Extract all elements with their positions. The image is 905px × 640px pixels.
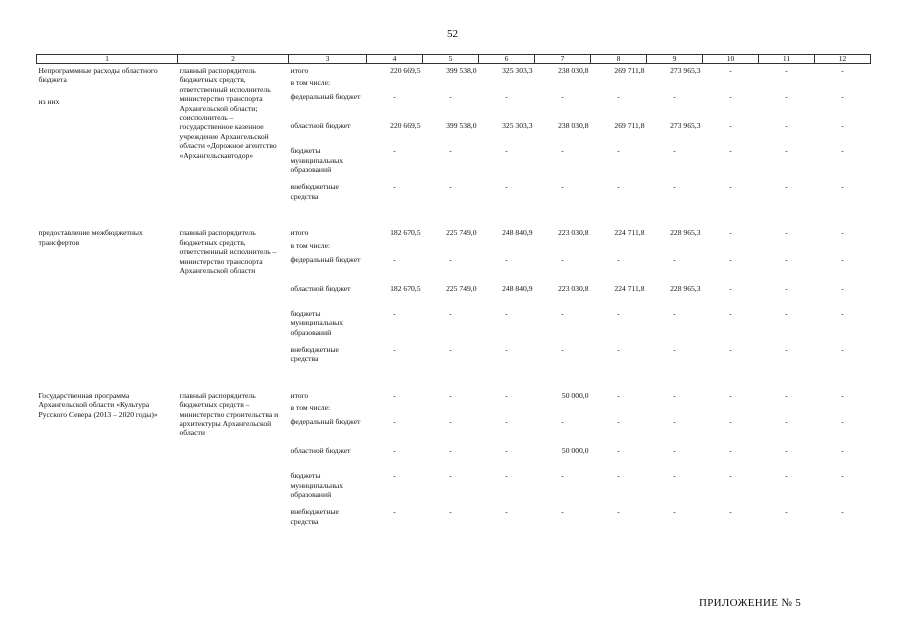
amount-cell: 223 030,8: [558, 228, 589, 238]
amount-cell: -: [785, 390, 788, 400]
amount-cell: -: [841, 182, 844, 192]
column-number-header: 12: [815, 55, 871, 64]
amount-cell: -: [393, 390, 396, 400]
amount-cell: -: [449, 254, 452, 264]
amount-cell: -: [729, 446, 732, 456]
amount-cell: -: [505, 344, 508, 354]
amount-cell: -: [561, 471, 564, 481]
amount-cell: -: [561, 92, 564, 102]
amount-cell: 248 840,9: [502, 283, 533, 293]
amount-cell: -: [729, 283, 732, 293]
amount-cell: -: [729, 344, 732, 354]
amount-cell: -: [841, 66, 844, 75]
amount-cell: -: [617, 390, 620, 400]
column-number-header: 10: [703, 55, 759, 64]
column-number-header: 11: [759, 55, 815, 64]
amount-cell: -: [785, 254, 788, 264]
funding-source-label: бюджеты муниципальных образований: [290, 146, 344, 175]
amount-cell: -: [561, 507, 564, 517]
amount-cell: -: [785, 146, 788, 156]
amount-cell: -: [673, 417, 676, 427]
amount-cell: -: [729, 228, 732, 238]
empty-cell: [423, 75, 479, 92]
page-number: 52: [447, 28, 458, 40]
amount-cell: -: [617, 507, 620, 517]
column-number-header: 1: [37, 55, 178, 64]
amount-cell: -: [393, 446, 396, 456]
amount-cell: 325 303,3: [502, 121, 533, 131]
amount-cell: 269 711,8: [614, 121, 645, 131]
amount-cell: -: [841, 228, 844, 238]
empty-cell: [815, 400, 871, 417]
amount-cell: -: [729, 121, 732, 131]
amount-cell: -: [505, 182, 508, 192]
amount-cell: -: [617, 146, 620, 156]
amount-cell: -: [729, 417, 732, 427]
amount-cell: 399 538,0: [446, 121, 477, 131]
table-row: [37, 226, 871, 237]
amount-cell: -: [449, 471, 452, 481]
funding-source-label: федеральный бюджет: [290, 254, 361, 264]
amount-cell: -: [393, 92, 396, 102]
amount-cell: -: [729, 182, 732, 192]
amount-cell: -: [729, 507, 732, 517]
amount-cell: 50 000,0: [561, 390, 589, 400]
funding-source-label: областной бюджет: [290, 283, 351, 293]
empty-cell: [479, 75, 535, 92]
amount-cell: 225 749,0: [446, 283, 477, 293]
amount-cell: -: [561, 254, 564, 264]
amount-cell: 248 840,9: [502, 228, 533, 238]
amount-cell: 325 303,3: [502, 66, 533, 75]
responsible-executor: главный распорядитель бюджетных средств, ответственный исполнитель министерство транспорта Архангельской области; соисполнитель – государственное казенное учреждение Архангельской области «Дорожное агентство «Архангельскавтодор»: [179, 66, 277, 160]
amount-cell: -: [561, 308, 564, 318]
amount-cell: -: [449, 92, 452, 102]
amount-cell: -: [673, 344, 676, 354]
appendix-label: ПРИЛОЖЕНИЕ № 5: [698, 597, 801, 609]
funding-source-label: федеральный бюджет: [290, 417, 361, 427]
program-name: [37, 226, 178, 369]
amount-cell: -: [729, 92, 732, 102]
funding-source-label: в том числе:: [290, 403, 331, 413]
empty-cell: [591, 400, 647, 417]
amount-cell: 273 965,3: [670, 121, 701, 131]
amount-cell: -: [785, 471, 788, 481]
funding-source-label: итого: [290, 228, 309, 238]
amount-cell: -: [729, 66, 732, 75]
amount-cell: -: [449, 308, 452, 318]
amount-cell: -: [841, 283, 844, 293]
amount-cell: -: [841, 471, 844, 481]
amount-cell: -: [729, 471, 732, 481]
amount-cell: -: [673, 182, 676, 192]
amount-cell: -: [673, 146, 676, 156]
program-name-line: Государственная программа Архангельской области «Культура Русского Севера (2013 – 2020 годы)»: [38, 390, 158, 419]
amount-cell: -: [617, 471, 620, 481]
program-name: [37, 389, 178, 532]
program-name-line: из них: [38, 96, 60, 106]
amount-cell: -: [617, 254, 620, 264]
amount-cell: 228 965,3: [670, 228, 701, 238]
empty-cell: [647, 400, 703, 417]
funding-source-label: в том числе:: [290, 78, 331, 88]
section-spacer: [37, 370, 871, 389]
program-name-line: Непрограммные расходы областного бюджета: [38, 66, 158, 85]
column-number-header: 5: [423, 55, 479, 64]
amount-cell: -: [729, 390, 732, 400]
amount-cell: -: [449, 146, 452, 156]
amount-cell: 50 000,0: [561, 446, 589, 456]
column-number-row: [37, 55, 871, 64]
program-name: [37, 64, 178, 208]
amount-cell: -: [785, 283, 788, 293]
funding-source-label: итого: [290, 66, 309, 75]
table-row: [37, 64, 871, 76]
empty-cell: [367, 238, 423, 255]
amount-cell: -: [673, 254, 676, 264]
amount-cell: -: [785, 417, 788, 427]
column-number-header: 7: [535, 55, 591, 64]
column-number-header: 6: [479, 55, 535, 64]
empty-cell: [479, 238, 535, 255]
amount-cell: -: [729, 254, 732, 264]
empty-cell: [423, 400, 479, 417]
amount-cell: 225 749,0: [446, 228, 477, 238]
amount-cell: -: [393, 182, 396, 192]
amount-cell: -: [673, 92, 676, 102]
amount-cell: -: [505, 507, 508, 517]
amount-cell: -: [841, 507, 844, 517]
amount-cell: -: [785, 228, 788, 238]
funding-source-label: бюджеты муниципальных образований: [290, 308, 344, 337]
amount-cell: -: [449, 390, 452, 400]
amount-cell: -: [841, 390, 844, 400]
amount-cell: -: [841, 92, 844, 102]
column-number-header: 2: [178, 55, 289, 64]
amount-cell: -: [673, 446, 676, 456]
empty-cell: [591, 238, 647, 255]
amount-cell: -: [785, 446, 788, 456]
empty-cell: [591, 75, 647, 92]
amount-cell: -: [505, 254, 508, 264]
amount-cell: 182 670,5: [390, 283, 421, 293]
table-row: [37, 389, 871, 400]
amount-cell: -: [505, 417, 508, 427]
program-name-line: предоставление межбюджетных трансфертов: [38, 228, 143, 247]
empty-cell: [815, 238, 871, 255]
amount-cell: -: [785, 308, 788, 318]
empty-cell: [703, 238, 759, 255]
amount-cell: 224 711,8: [614, 283, 645, 293]
amount-cell: -: [673, 471, 676, 481]
responsible-executor: главный распорядитель бюджетных средств – министерство строительства и архитектуры Архангельской области: [179, 390, 279, 438]
empty-cell: [703, 400, 759, 417]
column-number-header: 3: [289, 55, 367, 64]
amount-cell: -: [393, 344, 396, 354]
funding-source-label: итого: [290, 390, 309, 400]
amount-cell: -: [393, 507, 396, 517]
amount-cell: -: [841, 417, 844, 427]
amount-cell: -: [449, 344, 452, 354]
empty-cell: [759, 400, 815, 417]
amount-cell: -: [617, 417, 620, 427]
amount-cell: -: [785, 121, 788, 131]
funding-source-label: внебюджетные средства: [290, 507, 339, 526]
empty-cell: [423, 238, 479, 255]
amount-cell: -: [785, 66, 788, 75]
amount-cell: 399 538,0: [446, 66, 477, 75]
amount-cell: -: [841, 121, 844, 131]
empty-cell: [535, 238, 591, 255]
amount-cell: -: [617, 182, 620, 192]
funding-source-label: внебюджетные средства: [290, 344, 339, 364]
amount-cell: -: [841, 146, 844, 156]
section-spacer: [37, 207, 871, 226]
amount-cell: -: [505, 390, 508, 400]
column-number-header: 4: [367, 55, 423, 64]
amount-cell: -: [785, 92, 788, 102]
amount-cell: -: [617, 308, 620, 318]
amount-cell: 224 711,8: [614, 228, 645, 238]
amount-cell: -: [841, 308, 844, 318]
responsible-executor: главный распорядитель бюджетных средств, ответственный исполнитель – министерство транспорта Архангельской области: [179, 228, 277, 276]
empty-cell: [703, 75, 759, 92]
amount-cell: -: [393, 254, 396, 264]
amount-cell: -: [785, 182, 788, 192]
empty-cell: [535, 400, 591, 417]
amount-cell: -: [505, 446, 508, 456]
funding-source-label: областной бюджет: [290, 121, 351, 131]
empty-cell: [759, 238, 815, 255]
amount-cell: -: [617, 92, 620, 102]
amount-cell: -: [673, 390, 676, 400]
amount-cell: 220 669,5: [390, 66, 421, 75]
amount-cell: -: [841, 344, 844, 354]
empty-cell: [647, 75, 703, 92]
amount-cell: -: [449, 182, 452, 192]
amount-cell: -: [673, 308, 676, 318]
amount-cell: 220 669,5: [390, 121, 421, 131]
amount-cell: 238 030,8: [558, 121, 589, 131]
amount-cell: -: [729, 308, 732, 318]
amount-cell: -: [841, 446, 844, 456]
empty-cell: [815, 75, 871, 92]
amount-cell: -: [617, 344, 620, 354]
budget-table: [36, 54, 871, 532]
amount-cell: 182 670,5: [390, 228, 421, 238]
amount-cell: -: [393, 146, 396, 156]
empty-cell: [479, 400, 535, 417]
amount-cell: -: [505, 92, 508, 102]
amount-cell: 223 030,8: [558, 283, 589, 293]
amount-cell: -: [841, 254, 844, 264]
empty-cell: [647, 238, 703, 255]
amount-cell: -: [393, 471, 396, 481]
amount-cell: 238 030,8: [558, 66, 589, 75]
amount-cell: -: [561, 146, 564, 156]
amount-cell: -: [449, 417, 452, 427]
empty-cell: [535, 75, 591, 92]
amount-cell: -: [505, 471, 508, 481]
funding-source-label: в том числе:: [290, 240, 331, 250]
amount-cell: 273 965,3: [670, 66, 701, 75]
column-number-header: 9: [647, 55, 703, 64]
amount-cell: -: [785, 344, 788, 354]
amount-cell: -: [673, 507, 676, 517]
empty-cell: [367, 400, 423, 417]
amount-cell: -: [561, 417, 564, 427]
amount-cell: -: [393, 308, 396, 318]
funding-source-label: бюджеты муниципальных образований: [290, 471, 344, 500]
amount-cell: 228 965,3: [670, 283, 701, 293]
amount-cell: 269 711,8: [614, 66, 645, 75]
amount-cell: -: [449, 507, 452, 517]
amount-cell: -: [785, 507, 788, 517]
empty-cell: [367, 75, 423, 92]
amount-cell: -: [561, 344, 564, 354]
amount-cell: -: [505, 146, 508, 156]
amount-cell: -: [561, 182, 564, 192]
funding-source-label: федеральный бюджет: [290, 92, 361, 102]
empty-cell: [759, 75, 815, 92]
amount-cell: -: [449, 446, 452, 456]
column-number-header: 8: [591, 55, 647, 64]
amount-cell: -: [393, 417, 396, 427]
amount-cell: -: [729, 146, 732, 156]
funding-source-label: внебюджетные средства: [290, 182, 339, 201]
funding-source-label: областной бюджет: [290, 446, 351, 456]
amount-cell: -: [617, 446, 620, 456]
amount-cell: -: [505, 308, 508, 318]
